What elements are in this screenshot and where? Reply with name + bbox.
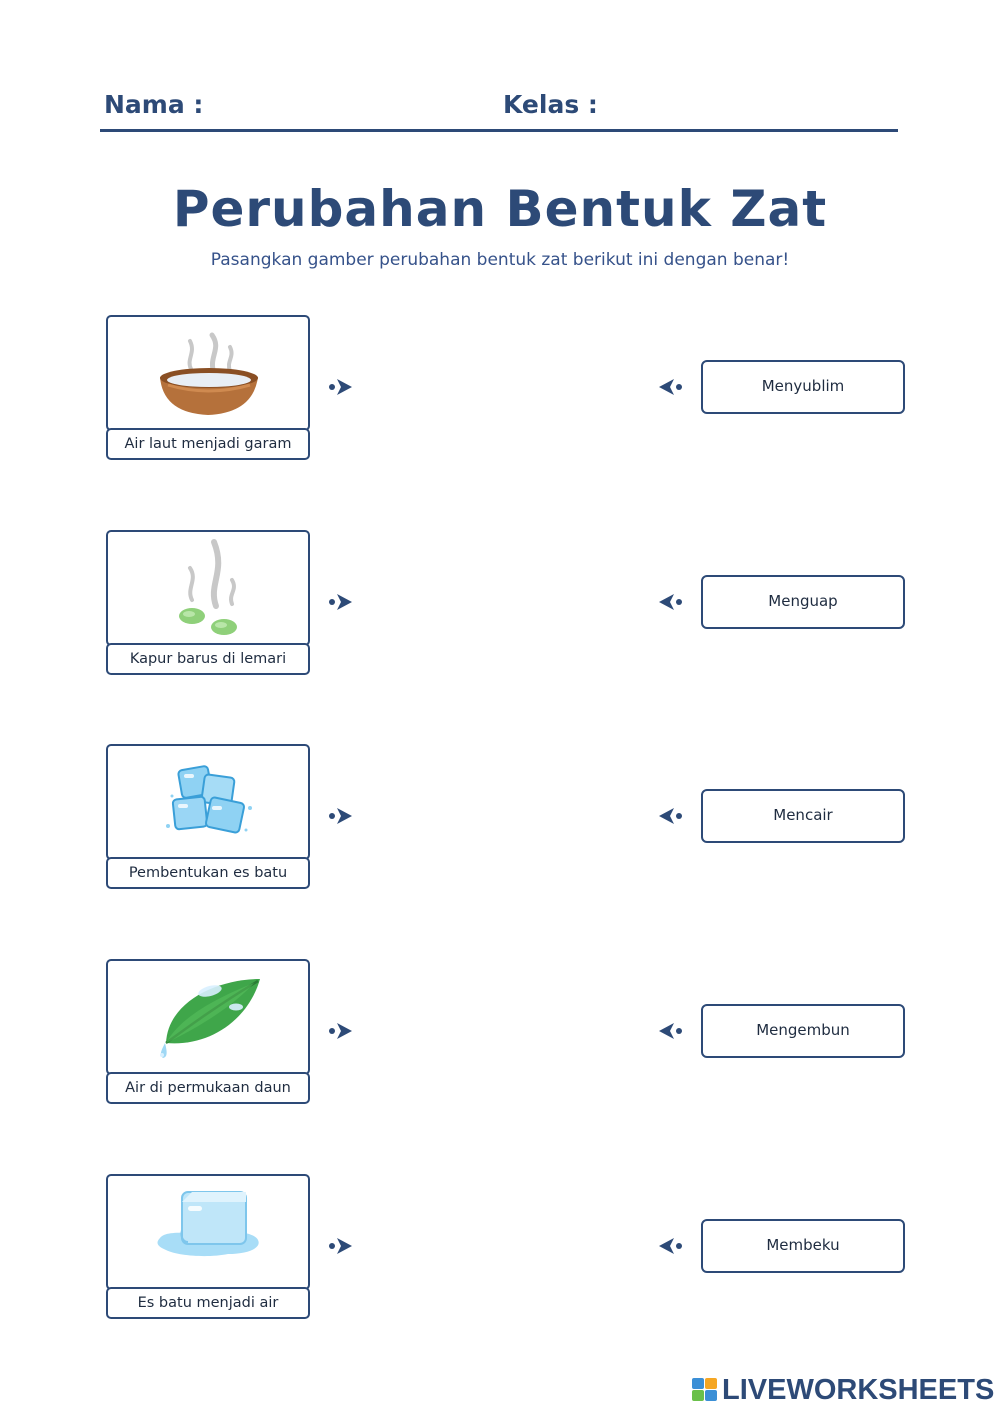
caption-4: Air di permukaan daun bbox=[106, 1072, 310, 1104]
answer-box-4[interactable]: Mengembun bbox=[701, 1004, 905, 1058]
liveworksheets-logo bbox=[692, 1374, 994, 1406]
picture-card-2 bbox=[106, 530, 310, 646]
picture-card-4 bbox=[106, 959, 310, 1075]
caption-2: Kapur barus di lemari bbox=[106, 643, 310, 675]
class-label: Kelas : bbox=[503, 90, 598, 119]
salt-bowl-icon bbox=[108, 317, 308, 429]
logo-badge-icon bbox=[692, 1378, 718, 1402]
match-dot-left-1[interactable] bbox=[328, 377, 354, 397]
match-dot-right-1[interactable] bbox=[657, 377, 683, 397]
match-dot-left-2[interactable] bbox=[328, 592, 354, 612]
picture-card-5 bbox=[106, 1174, 310, 1290]
match-dot-left-5[interactable] bbox=[328, 1236, 354, 1256]
match-dot-right-3[interactable] bbox=[657, 806, 683, 826]
instructions: Pasangkan gamber perubahan bentuk zat berikut ini dengan benar! bbox=[210, 250, 790, 270]
match-dot-left-4[interactable] bbox=[328, 1021, 354, 1041]
melting-ice-icon bbox=[108, 1176, 308, 1288]
leaf-dew-icon bbox=[108, 961, 308, 1073]
mothball-icon bbox=[108, 532, 308, 644]
page-title: Perubahan Bentuk Zat bbox=[172, 180, 828, 238]
match-dot-right-2[interactable] bbox=[657, 592, 683, 612]
answer-box-1[interactable]: Menyublim bbox=[701, 360, 905, 414]
caption-1: Air laut menjadi garam bbox=[106, 428, 310, 460]
name-label: Nama : bbox=[104, 90, 204, 119]
caption-5: Es batu menjadi air bbox=[106, 1287, 310, 1319]
header-divider bbox=[100, 129, 898, 132]
caption-3: Pembentukan es batu bbox=[106, 857, 310, 889]
picture-card-1 bbox=[106, 315, 310, 431]
match-dot-right-4[interactable] bbox=[657, 1021, 683, 1041]
picture-card-3 bbox=[106, 744, 310, 860]
answer-box-2[interactable]: Menguap bbox=[701, 575, 905, 629]
ice-cubes-icon bbox=[108, 746, 308, 858]
answer-box-5[interactable]: Membeku bbox=[701, 1219, 905, 1273]
logo-text: LIVEWORKSHEETS bbox=[722, 1373, 995, 1406]
match-dot-right-5[interactable] bbox=[657, 1236, 683, 1256]
answer-box-3[interactable]: Mencair bbox=[701, 789, 905, 843]
match-dot-left-3[interactable] bbox=[328, 806, 354, 826]
